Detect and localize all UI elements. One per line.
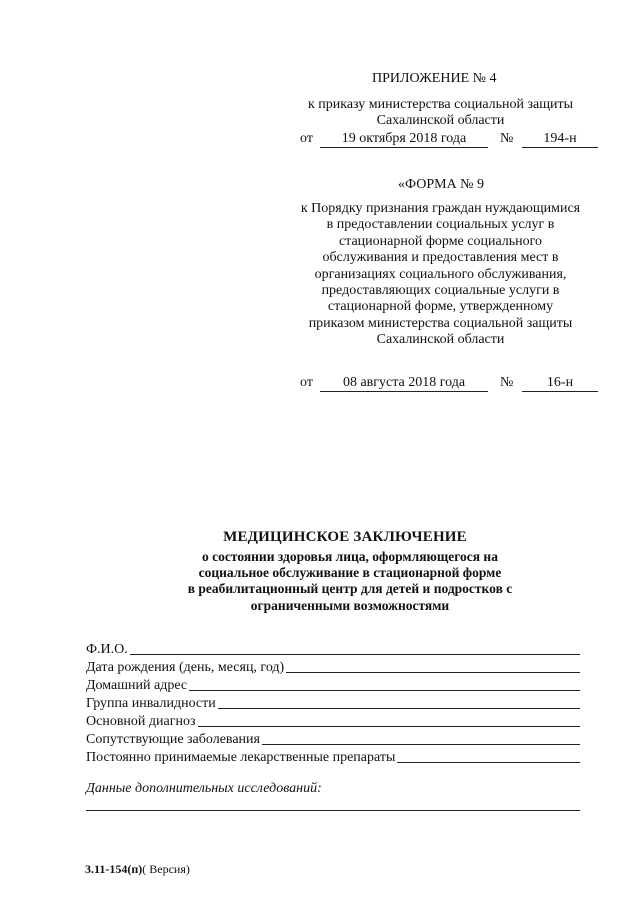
document-subtitle — [120, 549, 580, 614]
disability-group-input-line[interactable] — [218, 694, 580, 709]
subtitle-line: о состоянии здоровья лица, оформляющегося на — [202, 549, 498, 564]
subtitle-line: социальное обслуживание в стационарной форме — [198, 565, 502, 581]
date-prefix: от — [300, 131, 313, 146]
document-version-code — [85, 862, 190, 877]
field-home-address — [86, 676, 580, 694]
form-line: Сахалинской области — [376, 332, 505, 348]
form-title: «ФОРМА № 9 — [398, 177, 485, 192]
field-concomitant-diseases — [86, 730, 580, 748]
birth-date-input-line[interactable] — [286, 658, 580, 673]
field-disability-group — [86, 694, 580, 712]
number-sign: № — [500, 375, 514, 390]
form-line: стационарной форме, утвержденному — [327, 299, 554, 315]
field-label: Постоянно принимаемые лекарственные препараты — [86, 750, 396, 765]
field-medications — [86, 748, 580, 766]
field-birth-date — [86, 658, 580, 676]
concomitant-diseases-input-line[interactable] — [262, 730, 580, 745]
subtitle-line: ограниченными возможностями — [250, 597, 450, 613]
medications-input-line[interactable] — [397, 748, 580, 763]
appendix-line: Сахалинской области — [376, 113, 505, 129]
form-line: предоставляющих социальные услуги в — [321, 283, 560, 299]
form-line: обслуживания и предоставления мест в — [322, 250, 559, 266]
form-line: приказом министерства социальной защиты — [308, 315, 573, 331]
field-main-diagnosis — [86, 712, 580, 730]
version-code: 3.11-154(п) — [85, 862, 143, 876]
form-date: 08 августа 2018 года — [320, 375, 488, 392]
field-label: Основной диагноз — [86, 714, 196, 729]
additional-studies-input-line[interactable] — [86, 810, 580, 811]
main-diagnosis-input-line[interactable] — [198, 712, 580, 727]
field-label: Группа инвалидности — [86, 696, 216, 711]
subtitle-line: в реабилитационный центр для детей и подростков с — [187, 581, 513, 597]
appendix-title: ПРИЛОЖЕНИЕ № 4 — [372, 71, 497, 86]
form-number: 16-н — [522, 375, 598, 392]
home-address-input-line[interactable] — [189, 676, 580, 691]
appendix-reference — [288, 97, 593, 130]
appendix-date: 19 октября 2018 года — [320, 131, 488, 148]
field-label: Сопутствующие заболевания — [86, 732, 260, 747]
date-prefix: от — [300, 375, 313, 390]
field-label: Домашний адрес — [86, 678, 188, 693]
form-reference — [288, 201, 593, 349]
appendix-number: 194-н — [522, 131, 598, 148]
additional-studies-label: Данные дополнительных исследований: — [86, 781, 322, 796]
appendix-line: к приказу министерства социальной защиты — [307, 97, 574, 112]
document-title: МЕДИЦИНСКОЕ ЗАКЛЮЧЕНИЕ — [223, 529, 467, 545]
number-sign: № — [500, 131, 514, 146]
form-line: стационарной форме социального — [338, 233, 543, 249]
field-full-name — [86, 640, 580, 658]
field-label: Ф.И.О. — [86, 642, 128, 657]
full-name-input-line[interactable] — [130, 640, 580, 655]
form-line: к Порядку признания граждан нуждающимися — [300, 201, 581, 216]
form-line: организациях социального обслуживания, — [314, 266, 567, 282]
version-label: ( Версия) — [142, 862, 190, 876]
field-label: Дата рождения (день, месяц, год) — [86, 660, 285, 675]
form-line: в предоставлении социальных услуг в — [326, 217, 555, 233]
